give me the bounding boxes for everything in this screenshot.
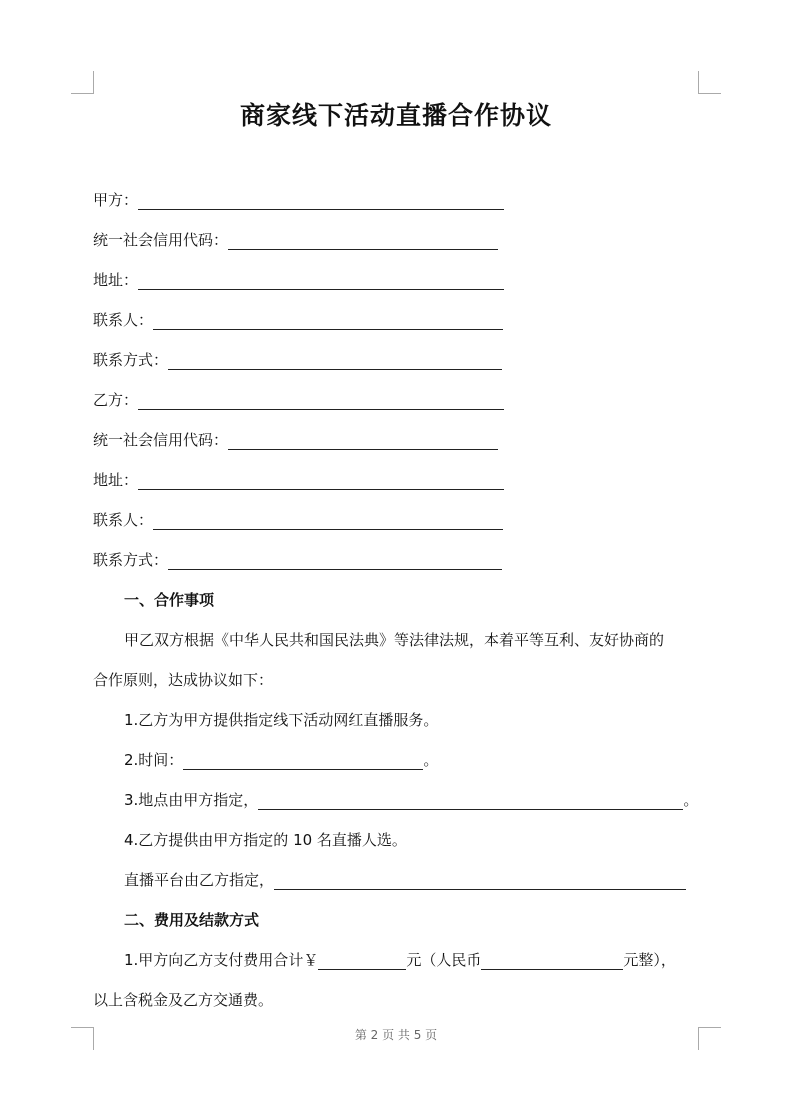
party-a-phone-field[interactable] (168, 351, 502, 370)
section-2-heading: 二、费用及结款方式 (124, 911, 260, 929)
party-a-address-row (93, 268, 504, 290)
fee-suffix: 元整）， (623, 951, 676, 969)
party-a-contact-label: 联系人： (93, 311, 154, 329)
platform-row (124, 868, 686, 890)
fee-prefix: 1.甲方向乙方支付费用合计￥ (124, 951, 319, 969)
party-a-credit-code-row (93, 228, 498, 250)
page-number-footer: 第 2 页 共 5 页 (354, 1028, 438, 1042)
party-b-name-field[interactable] (138, 391, 504, 410)
party-a-phone-label: 联系方式： (93, 351, 169, 369)
party-b-phone-label: 联系方式： (93, 551, 169, 569)
party-b-contact-row (93, 508, 503, 530)
party-a-name-row (93, 188, 504, 210)
time-end-punct: 。 (423, 751, 439, 769)
party-b-contact-field[interactable] (153, 511, 503, 530)
party-b-credit-code-row (93, 428, 498, 450)
section-1-item-1: 1.乙方为甲方提供指定线下活动网红直播服务。 (124, 711, 439, 729)
location-field[interactable] (258, 791, 683, 810)
party-b-name-label: 乙方： (93, 391, 139, 409)
corner-mark-top-right (698, 71, 721, 94)
party-a-contact-row (93, 308, 503, 330)
section-1-intro-line-1: 甲乙双方根据《中华人民共和国民法典》等法律法规，本着平等互利、友好协商的 (124, 631, 665, 649)
location-end-punct: 。 (683, 791, 699, 809)
location-label: 3.地点由甲方指定， (124, 791, 259, 809)
fee-row (124, 948, 676, 970)
section-1-item-3-row (124, 788, 698, 810)
party-b-contact-label: 联系人： (93, 511, 154, 529)
platform-field[interactable] (274, 871, 686, 890)
party-b-name-row (93, 388, 504, 410)
fee-mid: 元（人民币 (406, 951, 482, 969)
party-b-address-field[interactable] (138, 471, 504, 490)
party-b-credit-code-label: 统一社会信用代码： (93, 431, 229, 449)
party-a-address-label: 地址： (93, 271, 139, 289)
section-1-intro-line-2: 合作原则，达成协议如下： (93, 671, 274, 689)
party-b-address-row (93, 468, 504, 490)
party-b-phone-field[interactable] (168, 551, 502, 570)
party-a-name-field[interactable] (138, 191, 504, 210)
party-b-credit-code-field[interactable] (228, 431, 498, 450)
time-field[interactable] (183, 751, 423, 770)
section-1-item-4: 4.乙方提供由甲方指定的 10 名直播人选。 (124, 831, 407, 849)
party-b-phone-row (93, 548, 502, 570)
party-b-address-label: 地址： (93, 471, 139, 489)
party-a-contact-field[interactable] (153, 311, 503, 330)
fee-amount-words-field[interactable] (481, 951, 623, 970)
party-a-address-field[interactable] (138, 271, 504, 290)
section-1-heading: 一、合作事项 (124, 591, 215, 609)
party-a-credit-code-label: 统一社会信用代码： (93, 231, 229, 249)
party-a-phone-row (93, 348, 502, 370)
party-a-name-label: 甲方： (93, 191, 139, 209)
fee-amount-field[interactable] (318, 951, 406, 970)
party-a-credit-code-field[interactable] (228, 231, 498, 250)
time-label: 2.时间： (124, 751, 184, 769)
document-title: 商家线下活动直播合作协议 (239, 101, 552, 130)
platform-label: 直播平台由乙方指定， (124, 871, 275, 889)
corner-mark-top-left (71, 71, 94, 94)
section-1-item-2-row (124, 748, 438, 770)
fee-line-2: 以上含税金及乙方交通费。 (93, 991, 274, 1009)
